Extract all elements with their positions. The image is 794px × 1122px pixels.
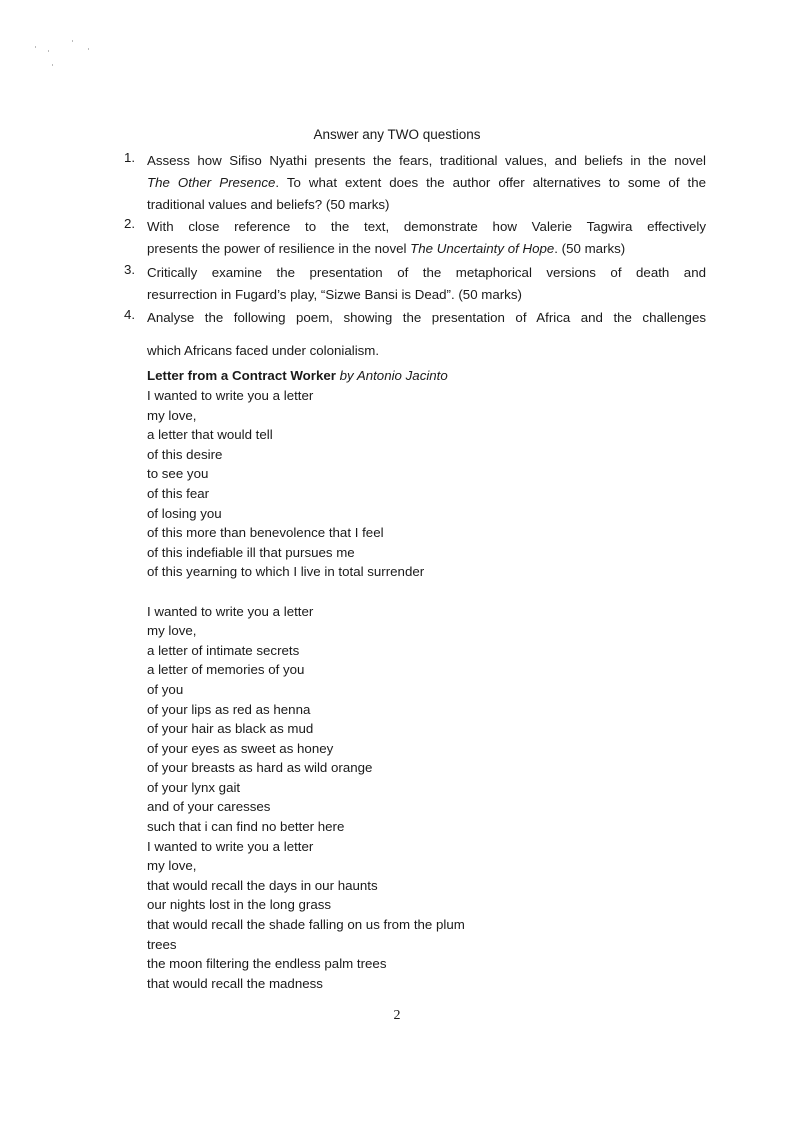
poem-line: of this indefiable ill that pursues me [147, 544, 355, 560]
poem-line: I wanted to write you a letter [147, 388, 314, 403]
poem-line: and of your caresses [147, 799, 271, 815]
poem-line: my love, [147, 623, 197, 639]
question-line: Assess how Sifiso Nyathi presents the fears, traditional values, and beliefs in the novel [147, 153, 706, 168]
question-line: With close reference to the text, demonstrate how Valerie Tagwira effectively [147, 219, 706, 234]
book-title: The Uncertainty of Hope [410, 241, 555, 256]
question-2 [124, 216, 706, 260]
scan-specks [30, 38, 100, 78]
poem-line: a letter that would tell [147, 427, 273, 443]
poem-line: of your hair as black as mud [147, 721, 314, 737]
poem-line: that would recall the shade falling on us from the plum [147, 917, 465, 933]
poem-line: of your lynx gait [147, 779, 241, 795]
instruction-heading: Answer any TWO questions [313, 127, 481, 142]
question-line: traditional values and beliefs? (50 marks) [147, 197, 390, 212]
poem-line: of losing you [147, 505, 222, 521]
question-line [147, 238, 706, 260]
poem-line: our nights lost in the long grass [147, 897, 332, 913]
poem-line: that would recall the days in our haunts [147, 877, 378, 893]
poem-line: that would recall the madness [147, 975, 323, 991]
poem-line: of this desire [147, 446, 223, 462]
poem-line: of this yearning to which I live in total surrender [147, 564, 425, 580]
question-number: 2. [124, 216, 136, 231]
question-line: which Africans faced under colonialism. [147, 343, 380, 358]
question-line: Analyse the following poem, showing the presentation of Africa and the challenges [147, 310, 706, 325]
poem-line: of your eyes as sweet as honey [147, 740, 334, 756]
question-number: 1. [124, 150, 136, 165]
poem-line: to see you [147, 466, 209, 482]
poem-line: my love, [147, 407, 197, 423]
poem-line: of you [147, 681, 184, 697]
question-1 [124, 150, 706, 216]
poem-line: a letter of memories of you [147, 662, 305, 678]
question-text: . To what extent does the author offer alternatives to some of the [275, 175, 707, 190]
question-line: Critically examine the presentation of the metaphorical versions of death and [147, 265, 706, 280]
poem-line: of your breasts as hard as wild orange [147, 760, 373, 776]
poem-line: I wanted to write you a letter [147, 603, 314, 619]
poem-byline: by Antonio Jacinto [339, 368, 448, 383]
poem-line: my love, [147, 858, 197, 874]
poem-line: of this fear [147, 485, 210, 501]
question-number: 3. [124, 262, 136, 277]
poem-line: such that i can find no better here [147, 819, 345, 835]
book-title: The Other Presence [147, 175, 276, 190]
question-number: 4. [124, 307, 136, 322]
poem-line: the moon filtering the endless palm trees [147, 956, 387, 972]
poem-line: I wanted to write you a letter [147, 838, 314, 854]
poem-title-line [147, 366, 465, 386]
question-line [147, 172, 706, 194]
poem-stanza-2 [147, 602, 465, 994]
poem-line: trees [147, 936, 177, 952]
poem-stanza-1 [147, 386, 465, 582]
poem-line: of your lips as red as henna [147, 701, 311, 717]
page-number: 2 [393, 1008, 401, 1023]
poem-title: Letter from a Contract Worker [147, 368, 336, 383]
poem-line: a letter of intimate secrets [147, 642, 300, 658]
question-text: presents the power of resilience in the novel [147, 241, 411, 256]
question-text: . (50 marks) [554, 241, 626, 256]
question-3 [124, 262, 706, 306]
poem-line: of this more than benevolence that I feel [147, 525, 384, 541]
question-line: resurrection in Fugard’s play, “Sizwe Bansi is Dead”. (50 marks) [147, 287, 522, 302]
question-4 [124, 307, 706, 362]
poem [147, 366, 465, 993]
